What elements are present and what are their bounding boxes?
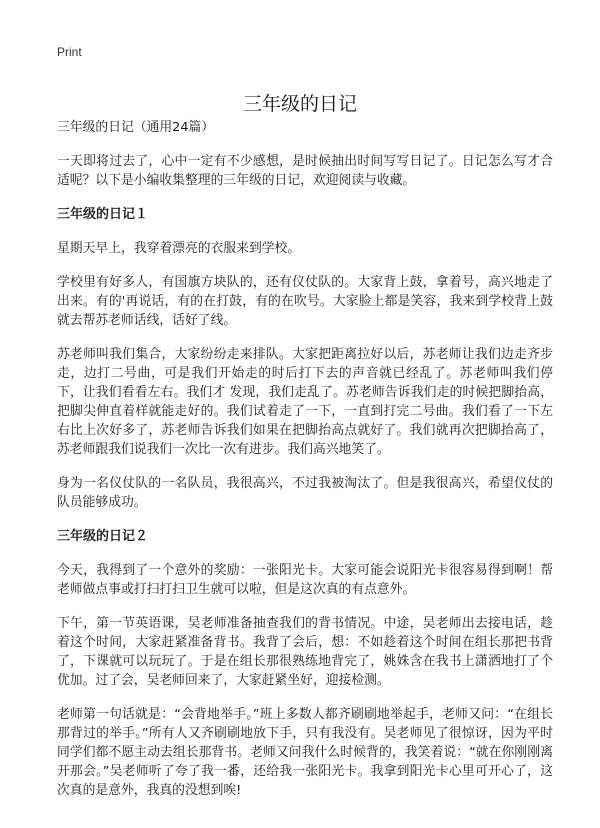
article-subtitle: 三年级的日记（通用24篇） [57,120,215,135]
section-paragraph: 今天，我得到了一个意外的奖励：一张阳光卡。大家可能会说阳光卡很容易得到啊！帮老师做点事或打扫打扫卫生就可以啦，但是这次真的有点意外。 [57,563,553,597]
print-link[interactable]: Print [57,45,82,59]
section-paragraph: 苏老师叫我们集合，大家纷纷走来排队。大家把距离拉好以后，苏老师让我们边走齐步走，边打二号曲，可是我们开始走的时后打下去的声音就已经乱了。苏老师叫我们停下，让我们看看左右。我们才 发现，我们走乱了。苏老师告诉我们走的时候把脚抬高，把脚尖伸直着样就能走好的。我们试着走了一下，一直到打完二号曲。我们看了一下左右比上次好多了，苏老师告诉我们如果在把脚抬高点就好了。我们就再次把脚抬高了，苏老师跟我们说我们一次比一次有进步。我们高兴地笑了。 [57,347,553,457]
section-heading: 三年级的日记１ [57,207,149,222]
intro-paragraph: 一天即将过去了，心中一定有不少感想，是时候抽出时间写写日记了。日记怎么写才合适呢？以下是小编收集整理的三年级的日记，欢迎阅读与收藏。 [57,154,553,188]
page-title: 三年级的日记 [242,92,357,115]
section-paragraph: 星期天早上，我穿着漂亮的衣服来到学校。 [57,241,301,256]
section-paragraph: 身为一名仪仗队的一名队员，我很高兴，不过我被淘汰了。但是我很高兴，希望仪仗的队员能够成功。 [57,476,553,510]
section-heading: 三年级的日记２ [57,529,149,544]
section-paragraph: 学校里有好多人，有国旗方块队的，还有仪仗队的。大家背上鼓，拿着号，高兴地走了出来。有的'再说话，有的在打鼓，有的在吹号。大家脸上都是笑容，我来到学校背上鼓就去帮苏老师话线，话好了线。 [57,275,553,328]
article-body [57,118,553,815]
section-paragraph: 下午，第一节英语课，吴老师准备抽查我们的背书情况。中途，吴老师出去接电话，趁着这个时间，大家赶紧准备背书。我背了会后，想：不如趁着这个时间在组长那把书背了，下课就可以玩玩了。于是在组长那很熟练地背完了，姚姝含在我书上潇洒地打了个优加。过了会，吴老师回来了，大家赶紧坐好，迎接检测。 [57,616,553,688]
section-paragraph: 老师第一句话就是：“会背地举手。”班上多数人都齐刷刷地举起手，老师又问：“在组长那背过的举手。”所有人又齐刷刷地放下手，只有我没有。吴老师见了很惊讶，因为平时同学们都不愿主动去组长那背书。老师又问我什么时候背的，我笑着说：“就在你刚刚离开那会。”吴老师听了夸了我一番，还给我一张阳光卡。我拿到阳光卡心里可开心了，这次真的是意外，我真的没想到唉! [57,707,553,798]
